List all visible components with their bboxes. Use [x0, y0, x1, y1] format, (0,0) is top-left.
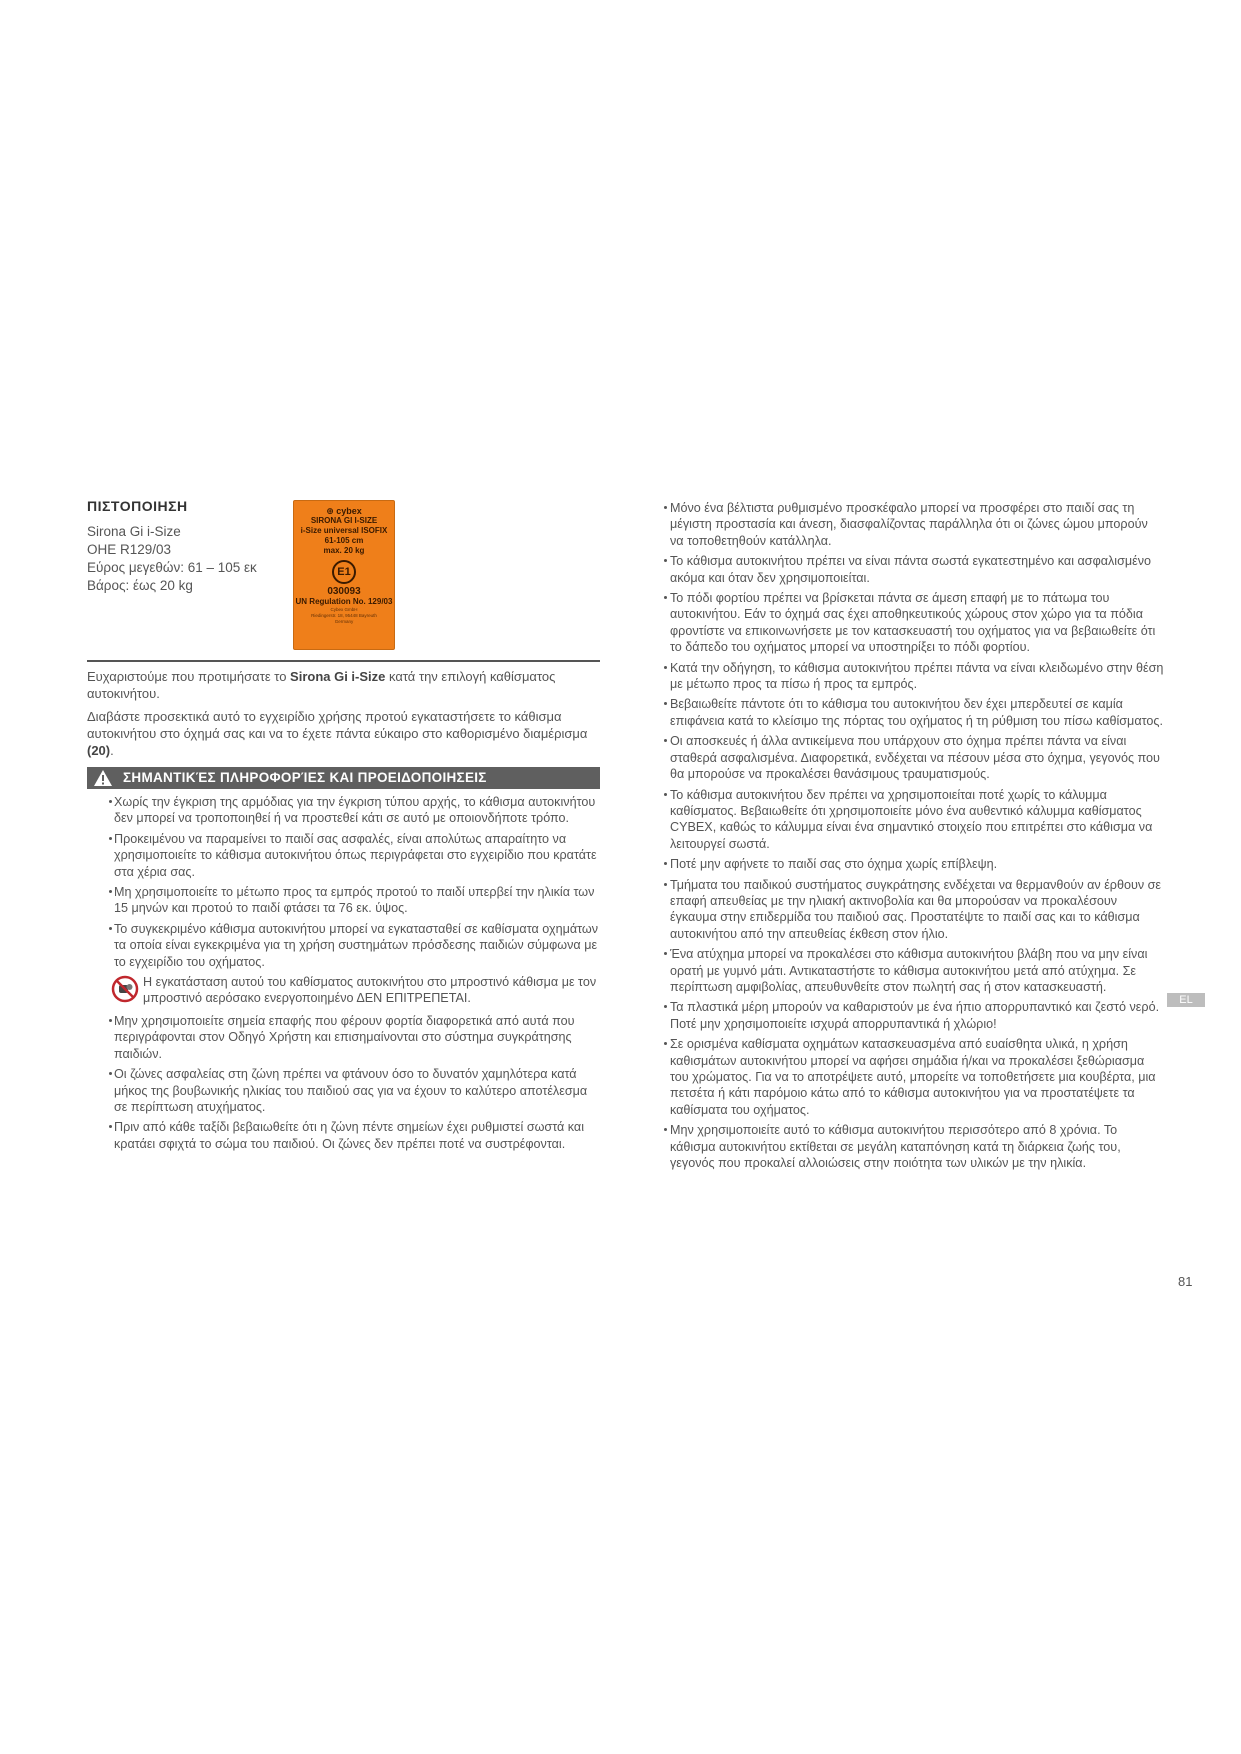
warning-item: Το κάθισμα αυτοκινήτου πρέπει να είναι πάντα σωστά εγκατεστημένο και ασφαλισμένο ακόμα και όταν δεν χρησιμοποιείται. [664, 553, 1164, 586]
divider [87, 660, 600, 662]
language-tab: EL [1167, 993, 1205, 1007]
label-brand: ⊕ cybex [326, 506, 362, 516]
warning-item: Μην χρησιμοποιείτε αυτό το κάθισμα αυτοκινήτου περισσότερο από 8 χρόνια. Το κάθισμα αυτοκινήτου εκτίθεται σε μεγάλη καταπόνηση κατά τη διάρκεια ζωής του, γεγονός που προκαλεί αλλοιώσεις στην ποιότητα των υλικών με την ηλικία. [664, 1122, 1164, 1171]
warning-item: Κατά την οδήγηση, το κάθισμα αυτοκινήτου πρέπει πάντα να είναι κλειδωμένο στην θέση με μέτωπο προς τα πίσω ή προς τα εμπρός. [664, 660, 1164, 693]
label-line: SIRONA GI I-SIZE [310, 516, 378, 525]
warning-item: Το κάθισμα αυτοκινήτου δεν πρέπει να χρησιμοποιείται ποτέ χωρίς το κάλυμμα καθίσματος. Βεβαιωθείτε ότι χρησιμοποιείτε μόνο ένα αυθεντικό κάλυμμα καθίσματος CYBEX, καθώς το κάλυμμα είναι ένα σημαντικό στοιχείο που επιτρέπει στο κάθισμα να λειτουργεί σωστά. [664, 787, 1164, 853]
e-mark-icon: E1 [332, 560, 356, 584]
label-line: 61-105 cm [324, 536, 364, 545]
warning-item: Οι ζώνες ασφαλείας στη ζώνη πρέπει να φτάνουν όσο το δυνατόν χαμηλότερα κατά μήκος της βουβωνικής ηλικίας του παιδιού σας για να έχουν το καλύτερο αποτέλεσμα σε περίπτωση ατυχήματος. [87, 1066, 600, 1115]
approval-label-image [293, 500, 395, 650]
label-regulation: UN Regulation No. 129/03 [295, 597, 393, 606]
cert-regulation: ΟΗΕ R129/03 [87, 542, 172, 557]
intro-read-manual: Διαβάστε προσεκτικά αυτό το εγχειρίδιο χρήσης προτού εγκαταστήσετε το κάθισμα αυτοκινήτου στο όχημά σας και να το έχετε πάντα εύκαιρο στο καθορισμένο διαμέρισμα (20). [87, 709, 588, 758]
warning-item: Πριν από κάθε ταξίδι βεβαιωθείτε ότι η ζώνη πέντε σημείων έχει ρυθμιστεί σωστά και κρατάει σφιχτά το σώμα του παιδιού. Οι ζώνες δεν πρέπει ποτέ να συστρέφονται. [87, 1119, 600, 1152]
warnings-heading: ΣΗΜΑΝΤΙΚΈΣ ΠΛΗΡΟΦΟΡΊΕΣ ΚΑΙ ΠΡΟΕΙΔΟΠΟΙΗΣΕΙΣ [87, 767, 600, 789]
certification-block [87, 498, 600, 660]
compartment-ref: (20) [87, 743, 111, 758]
certification-title: ΠΙΣΤΟΠΟΙΗΣΗ [87, 498, 188, 514]
warning-item: Ένα ατύχημα μπορεί να προκαλέσει στο κάθισμα αυτοκινήτου βλάβη που να μην είναι ορατή με γυμνό μάτι. Αντικαταστήστε το κάθισμα αυτοκινήτου μετά από ατύχημα. Σε περίπτωση αμφιβολίας, απευθυνθείτε στον πωλητή σας ή στον κατασκευαστή. [664, 946, 1164, 995]
airbag-warning: Η εγκατάσταση αυτού του καθίσματος αυτοκινήτου στο μπροστινό κάθισμα με τον μπροστινό αερόσακο ενεργοποιημένο ΔΕΝ ΕΠΙΤΡΕΠΕΤΑΙ. [87, 974, 600, 1007]
no-airbag-icon [111, 975, 139, 1003]
right-column [664, 500, 1164, 1175]
warning-item: Τμήματα του παιδικού συστήματος συγκράτησης ενδέχεται να θερμανθούν αν έρθουν σε επαφή απευθείας με την ηλιακή ακτινοβολία και θα μπορούσαν να προκαλέσουν έγκαυμα στην επιδερμίδα του παιδιού σας. Προστατέψτε το παιδί σας και το κάθισμα αυτοκινήτου από την απευθείας έκθεση στον ήλιο. [664, 877, 1164, 943]
warning-item: Το συγκεκριμένο κάθισμα αυτοκινήτου μπορεί να εγκατασταθεί σε καθίσματα οχημάτων τα οποία είναι εγκεκριμένα για τη χρήση συστημάτων πρόσδεσης παιδιών σύμφωνα με το εγχειρίδιο του οχήματος. [87, 921, 600, 970]
label-line: i-Size universal ISOFIX [300, 526, 388, 535]
warning-item: Μη χρησιμοποιείτε το μέτωπο προς τα εμπρός προτού το παιδί υπερβεί την ηλικία των 15 μηνών και προτού το παιδί φτάσει τα 76 εκ. ύψος. [87, 884, 600, 917]
product-name: Sirona Gi i-Size [290, 669, 386, 684]
warning-triangle-icon [93, 769, 113, 787]
warning-item: Σε ορισμένα καθίσματα οχημάτων κατασκευασμένα από ευαίσθητα υλικά, η χρήση καθισμάτων αυτοκινήτου μπορεί να αφήσει σημάδια ή/και να προκαλέσει ξεθώριασμα του χρώματος. Για να το αποτρέψετε αυτό, μπορείτε να τοποθετήσετε μια κουβέρτα, μια πετσέτα ή κάτι παρόμοιο κάτω από το κάθισμα αυτοκινήτου για να προστατέψετε τα καθίσματα του οχήματος. [664, 1036, 1164, 1118]
label-line: max. 20 kg [323, 546, 365, 555]
label-approval-number: 030093 [327, 586, 361, 597]
cert-size-range: Εύρος μεγεθών: 61 – 105 εκ [87, 560, 257, 575]
warning-item: Βεβαιωθείτε πάντοτε ότι το κάθισμα του αυτοκινήτου δεν έχει μπερδευτεί σε καμία επιφάνεια κατά το κλείσιμο της πόρτας του οχήματος ή τη ρύθμιση του πίσω καθίσματος. [664, 696, 1164, 729]
label-fine-print: Germany [334, 619, 354, 624]
intro-thanks: Ευχαριστούμε που προτιμήσατε το Sirona Gi i-Size κατά την επιλογή καθίσματος αυτοκινήτου. [87, 669, 556, 701]
warning-item: Τα πλαστικά μέρη μπορούν να καθαριστούν με ένα ήπιο απορρυπαντικό και ζεστό νερό. Ποτέ μην χρησιμοποιείτε ισχυρά απορρυπαντικά ή χλώριο! [664, 999, 1164, 1032]
page-number: 81 [1178, 1274, 1193, 1289]
warning-item: Μην χρησιμοποιείτε σημεία επαφής που φέρουν φορτία διαφορετικά από αυτά που περιγράφονται στον Οδηγό Χρήστη και επισημαίνονται στο σύστημα συγκράτησης παιδιών. [87, 1013, 600, 1062]
warning-item: Οι αποσκευές ή άλλα αντικείμενα που υπάρχουν στο όχημα πρέπει πάντα να είναι σταθερά ασφαλισμένα. Διαφορετικά, ενδέχεται να πέσουν μέσα στο όχημα, γεγονός που θα μπορούσε να προκαλέσει θανάσιμους τραυματισμούς. [664, 733, 1164, 782]
label-fine-print: Cybex GmbH [330, 607, 358, 612]
label-fine-print: Riedingerstr. 18, 95448 Bayreuth [311, 613, 377, 618]
warning-item: Ποτέ μην αφήνετε το παιδί σας στο όχημα χωρίς επίβλεψη. [664, 856, 1164, 872]
warning-item: Το πόδι φορτίου πρέπει να βρίσκεται πάντα σε άμεση επαφή με το πάτωμα του αυτοκινήτου. Εάν το όχημά σας έχει αποθηκευτικούς χώρους στον χώρο για τα πόδια φροντίστε να επικοινωνήσετε με τον κατασκευαστή του οχήματος για να βεβαιωθείτε ότι το δάπεδο του οχήματος μπορεί να υποστηρίξει το πόδι φορτίου. [664, 590, 1164, 656]
warning-item: Μόνο ένα βέλτιστα ρυθμισμένο προσκέφαλο μπορεί να προσφέρει στο παιδί σας τη μέγιστη προστασία και άνεση, διασφαλίζοντας παράλληλα ότι οι ζώνες ώμου μπορούν να τοποθετηθούν κατάλληλα. [664, 500, 1164, 549]
cert-weight: Βάρος: έως 20 kg [87, 578, 193, 593]
warning-item: Προκειμένου να παραμείνει το παιδί σας ασφαλές, είναι απολύτως απαραίτητο να χρησιμοποιείτε το κάθισμα αυτοκινήτου όπως περιγράφεται στο εγχειρίδιο που κρατάτε στα χέρια σας. [87, 831, 600, 880]
warning-item: Χωρίς την έγκριση της αρμόδιας για την έγκριση τύπου αρχής, το κάθισμα αυτοκινήτου δεν μπορεί να τροποποιηθεί ή να προστεθεί κάτι σε αυτό με οποιονδήποτε τρόπο. [87, 794, 600, 827]
cert-product: Sirona Gi i-Size [87, 524, 181, 539]
left-column [87, 498, 600, 1156]
